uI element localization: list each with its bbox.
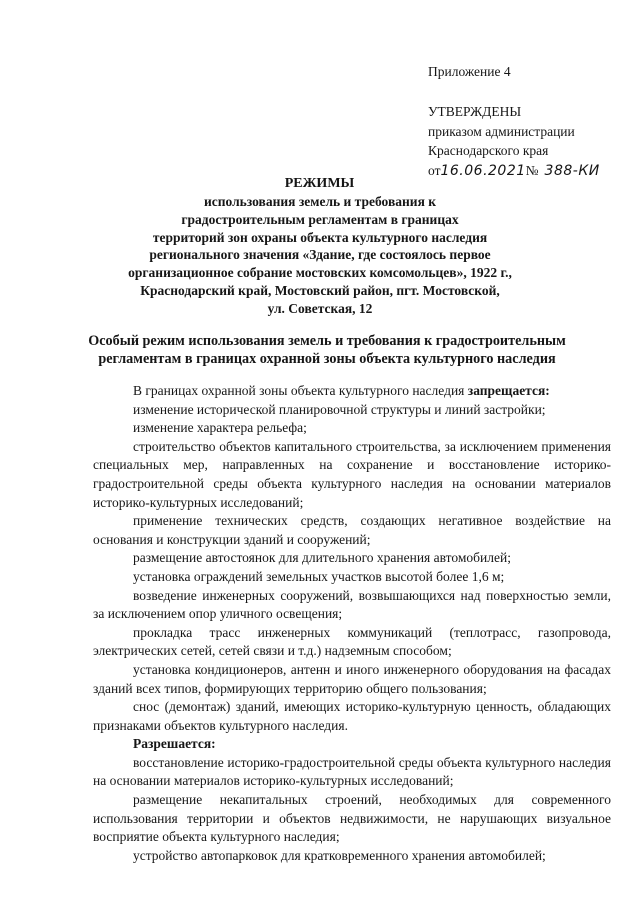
section-title-line: Особый режим использования земель и требования к градостроительным (88, 333, 566, 349)
subtitle-line: территорий зон охраны объекта культурного наследия (152, 229, 488, 245)
subtitle-line: Краснодарский край, Мостовский район, пгт. Мостовской, (140, 282, 500, 298)
list-item: снос (демонтаж) зданий, имеющих историко-культурную ценность, обладающих признаками объектов культурного наследия. (93, 699, 611, 733)
subtitle-line: организационное собрание мостовских комсомольцев», 1922 г., (128, 265, 512, 281)
list-item: установка ограждений земельных участков высотой более 1,6 м; (133, 568, 505, 584)
allowed-label: Разрешается: (133, 736, 216, 752)
approval-line-1: приказом администрации (428, 123, 575, 139)
section-title (40, 332, 614, 368)
list-item: размещение автостоянок для длительного хранения автомобилей; (133, 550, 511, 566)
list-item: восстановление историко-градостроительной среды объекта культурного наследия на основании материалов историко-культурных исследований; (93, 754, 611, 789)
list-item: применение технических средств, создающих негативное воздействие на основания и конструкции зданий и сооружений; (93, 513, 611, 547)
list-item: строительство объектов капитального строительства, за исключением применения специальных мер, направленных на сохранение и восстановление историко-градостроительной среды объекта культурного наследия на основании материалов историко-культурных исследований; (93, 438, 611, 510)
subtitle-line: регионального значения «Здание, где состоялось первое (149, 247, 491, 263)
date-prefix: от (428, 162, 441, 178)
document-title: РЕЖИМЫ (284, 176, 355, 191)
list-item: изменение характера рельефа; (133, 420, 307, 436)
list-item: размещение некапитальных строений, необходимых для современного использования территории и объектов недвижимости, не нарушающих визуальное восприятие объекта культурного наследия; (93, 792, 611, 845)
list-item: прокладка трасс инженерных коммуникаций (теплотрасс, газопровода, электрических сетей, сетей связи и т.д.) надземным способом; (93, 624, 611, 659)
list-item: возведение инженерных сооружений, возвышающихся над поверхностью земли, за исключением опор уличного освещения; (93, 587, 611, 622)
document-body (93, 382, 611, 865)
section-title-line: регламентам в границах охранной зоны объекта культурного наследия (98, 351, 556, 367)
prohibited-intro-text: В границах охранной зоны объекта культурного наследия (133, 383, 468, 398)
handwritten-date: 16.06.2021 (440, 162, 526, 179)
handwritten-number: 388-КИ (544, 162, 600, 179)
list-item: изменение исторической планировочной структуры и линий застройки; (133, 401, 546, 417)
subtitle-line: ул. Советская, 12 (267, 300, 373, 316)
approval-title: УТВЕРЖДЕНЫ (428, 104, 522, 119)
list-item: устройство автопарковок для кратковременного хранения автомобилей; (133, 847, 546, 863)
number-prefix: № (525, 162, 539, 178)
approval-line-2: Краснодарского края (428, 143, 549, 158)
subtitle-line: использования земель и требования к (203, 194, 437, 209)
list-item: установка кондиционеров, антенн и иного инженерного оборудования на фасадах зданий всех типов, формирующих территорию общего пользования; (93, 661, 611, 696)
document-subtitle (80, 193, 560, 318)
approval-block (428, 102, 600, 181)
subtitle-line: градостроительным регламентам в границах (181, 211, 459, 227)
appendix-label: Приложение 4 (428, 64, 511, 79)
prohibited-intro (93, 382, 611, 401)
prohibited-label: запрещается: (467, 383, 550, 398)
